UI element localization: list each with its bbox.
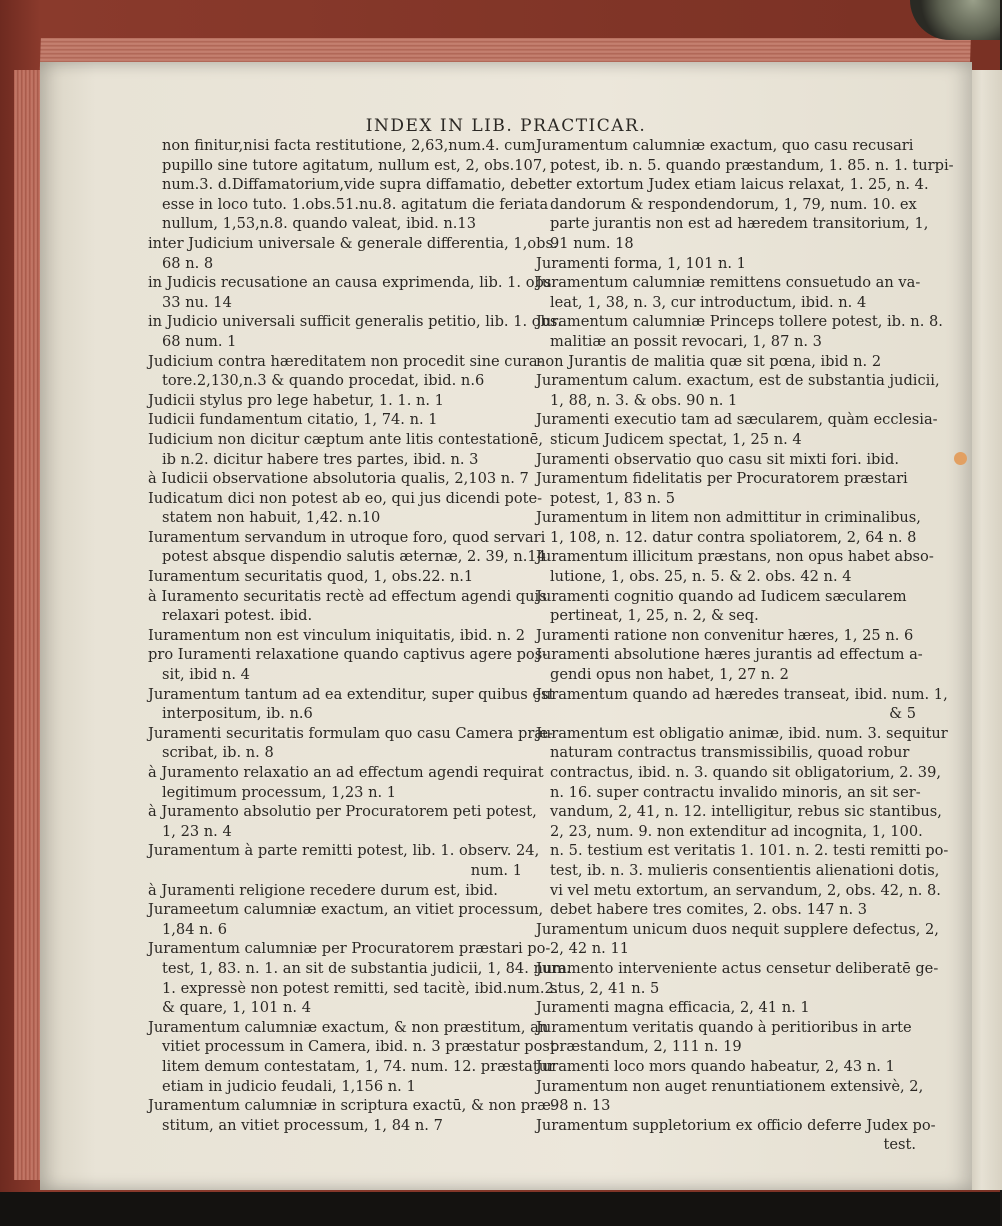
index-entry-line: Juramento interveniente actus censetur deliberatē ge-: [536, 959, 939, 977]
index-entry-line: potest, 1, 83 n. 5: [550, 489, 675, 507]
index-entry-line: Juramenti magna efficacia, 2, 41 n. 1: [536, 999, 810, 1017]
index-entry-line: Iuramentum non est vinculum iniquitatis, ibid. n. 2: [148, 626, 526, 644]
index-entry-line: Iuramentum securitatis quod, 1, obs.22. n.1: [148, 568, 474, 586]
index-entry-line: 1,84 n. 6: [162, 920, 228, 938]
index-entry-line: esse in loco tuto. 1.obs.51.nu.8. agitatum die feriata: [162, 195, 549, 213]
index-entry-line: Juramentum veritatis quando à peritioribus in arte: [536, 1018, 912, 1036]
index-entry-line: Juramentum calumniæ exactum, quo casu recusari: [536, 137, 914, 154]
index-entry-line: Juramentum in litem non admittitur in criminalibus,: [536, 509, 921, 527]
index-entry-line: Iudicatum dici non potest ab eo, qui jus dicendi pote-: [148, 489, 543, 507]
index-entry-line: pupillo sine tutore agitatum, nullum est, 2, obs.107,: [162, 156, 547, 174]
index-entry-line: stitum, an vitiet processum, 1, 84 n. 7: [162, 1116, 443, 1134]
index-entry-line: Juramenti forma, 1, 101 n. 1: [536, 254, 746, 272]
index-entry-line: sit, ibid n. 4: [162, 666, 250, 684]
index-entry-line: Juramenti absolutione hæres jurantis ad effectum a-: [536, 646, 923, 664]
index-entry-line: tore.2,130,n.3 & quando procedat, ibid. n.6: [162, 372, 485, 390]
index-entry-line: Juramentum calumniæ per Procuratorem præstari po-: [148, 940, 551, 958]
index-entry-line: lutione, 1, obs. 25, n. 5. & 2. obs. 42 n. 4: [550, 568, 852, 586]
index-entry-line: in Judicio universali sufficit generalis petitio, lib. 1. obs.: [148, 313, 563, 331]
index-entry-line: potest, ib. n. 5. quando præstandum, 1. 85. n. 1. turpi-: [550, 156, 954, 174]
page-header: INDEX IN LIB. PRACTICAR.: [365, 116, 647, 136]
index-entry-line: etiam in judicio feudali, 1,156 n. 1: [162, 1077, 416, 1095]
index-entry-line: à Iudicii observatione absolutoria qualis, 2,103 n. 7: [148, 470, 529, 488]
index-entry-line: ter extortum Judex etiam laicus relaxat, 1. 25, n. 4.: [550, 176, 929, 194]
index-entry-line: Juramenti securitatis formulam quo casu Camera præ-: [148, 724, 553, 742]
index-entry-line: Juramentum illicitum præstans, non opus habet abso-: [536, 548, 934, 566]
index-entry-line: Juramentum unicum duos nequit supplere defectus, 2,: [536, 920, 939, 938]
book-page: [40, 62, 972, 1190]
index-entry-line: Juramenti executio tam ad sæcularem, quàm ecclesia-: [536, 411, 938, 429]
index-entry-line: potest absque dispendio salutis æternæ, 2. 39, n.14: [162, 548, 547, 566]
index-entry-line: Juramentum fidelitatis per Procuratorem præstari: [536, 470, 908, 488]
index-entry-line: Juramentum calumniæ in scriptura exactū, & non præ-: [148, 1097, 556, 1115]
index-entry-line: 2, 42 n. 11: [550, 940, 630, 958]
paper-stain: [954, 452, 967, 465]
index-column-left: [148, 136, 571, 1135]
index-entry-line: Juramenti ratione non convenitur hæres, 1, 25 n. 6: [536, 626, 914, 644]
index-entry-line: num. 1: [470, 861, 522, 879]
index-entry-line: contractus, ibid. n. 3. quando sit obligatorium, 2. 39,: [550, 764, 941, 781]
index-entry-line: 2, 23, num. 9. non extenditur ad incognita, 1, 100.: [550, 822, 923, 840]
index-entry-line: statem non habuit, 1,42. n.10: [162, 509, 381, 527]
index-entry-line: 68 n. 8: [162, 254, 214, 272]
index-entry-line: Juramentum suppletorium ex officio deferre Judex po-: [536, 1116, 936, 1134]
index-entry-line: præstandum, 2, 111 n. 19: [550, 1038, 742, 1056]
index-entry-line: Juramentum tantum ad ea extenditur, super quibus est: [148, 685, 555, 703]
index-column-right: [536, 136, 954, 1155]
index-entry-line: Iudicii fundamentum citatio, 1, 74. n. 1: [148, 411, 438, 429]
index-entry-line: Juramenti loco mors quando habeatur, 2, 43 n. 1: [536, 1057, 895, 1075]
index-entry-line: stus, 2, 41 n. 5: [550, 979, 660, 997]
index-entry-line: Juramentum non auget renuntiationem extensivè, 2,: [536, 1077, 924, 1095]
index-entry-line: 33 nu. 14: [162, 293, 232, 311]
index-entry-line: Juramentum calumniæ Princeps tollere potest, ib. n. 8.: [536, 313, 943, 331]
index-entry-line: 1. expressè non potest remitti, sed tacitè, ibid.num.2.: [162, 979, 559, 997]
index-entry-line: dandorum & respondendorum, 1, 79, num. 10. ex: [550, 195, 917, 213]
index-entry-line: 1, 23 n. 4: [162, 822, 232, 840]
index-entry-line: 98 n. 13: [550, 1097, 611, 1115]
index-entry-line: Judicium contra hæreditatem non procedit sine cura-: [148, 352, 543, 370]
index-entry-line: naturam contractus transmissibilis, quoad robur: [550, 744, 910, 762]
index-entry-line: 1, 88, n. 3. & obs. 90 n. 1: [550, 391, 738, 409]
index-entry-line: n. 16. super contractu invalido minoris, an sit ser-: [550, 783, 921, 801]
index-entry-line: relaxari potest. ibid.: [162, 607, 313, 625]
index-entry-line: sticum Judicem spectat, 1, 25 n. 4: [550, 430, 802, 448]
index-entry-line: Juramentum calum. exactum, est de substantia judicii,: [536, 372, 940, 390]
index-entry-line: vitiet processum in Camera, ibid. n. 3 præstatur post: [162, 1038, 556, 1056]
index-entry-line: parte jurantis non est ad hæredem transitorium, 1,: [550, 215, 929, 233]
index-entry-line: nullum, 1,53,n.8. quando valeat, ibid. n.13: [162, 215, 476, 233]
index-entry-line: scribat, ib. n. 8: [162, 744, 274, 762]
index-entry-line: Juramentum calumniæ exactum, & non præstitum, an: [148, 1018, 549, 1036]
index-entry-line: test, ib. n. 3. mulieris consentientis alienationi dotis,: [550, 861, 940, 879]
index-entry-line: Iuramentum servandum in utroque foro, quod servari: [148, 528, 546, 546]
index-entry-line: pro Iuramenti relaxatione quando captivus agere pos-: [148, 646, 548, 664]
index-entry-line: Juramentum à parte remitti potest, lib. 1. observ. 24,: [148, 842, 540, 860]
index-entry-line: test.: [883, 1136, 916, 1154]
index-entry-line: à Iuramento securitatis rectè ad effectum agendi quis: [148, 587, 547, 605]
index-entry-line: gendi opus non habet, 1, 27 n. 2: [550, 666, 789, 684]
index-entry-line: non Jurantis de malitia quæ sit pœna, ibid n. 2: [536, 352, 882, 370]
index-entry-line: Iudicium non dicitur cæptum ante litis contestationē,: [148, 430, 543, 448]
index-entry-line: num.3. d.Diffamatorium,vide supra diffamatio, debet: [162, 176, 553, 194]
index-entry-line: leat, 1, 38, n. 3, cur introductum, ibid. n. 4: [550, 293, 867, 311]
index-entry-line: inter Judicium universale & generale differentia, 1,obs.: [148, 234, 558, 252]
index-entry-line: 68 num. 1: [162, 332, 237, 350]
index-entry-line: vandum, 2, 41, n. 12. intelligitur, rebus sic stantibus,: [550, 803, 942, 821]
index-entry-line: ib n.2. dicitur habere tres partes, ibid. n. 3: [162, 450, 479, 468]
index-entry-line: à Juramento relaxatio an ad effectum agendi requirat: [148, 764, 544, 781]
index-entry-line: à Juramento absolutio per Procuratorem peti potest,: [148, 803, 537, 821]
index-entry-line: Juramentum quando ad hæredes transeat, ibid. num. 1,: [536, 685, 948, 703]
index-entry-line: n. 5. testium est veritatis 1. 101. n. 2. testi remitti po-: [550, 842, 949, 860]
index-entry-line: malitiæ an possit revocari, 1, 87 n. 3: [550, 332, 822, 350]
index-entry-line: 91 num. 18: [550, 234, 634, 252]
index-entry-line: Juramentum est obligatio animæ, ibid. num. 3. sequitur: [536, 724, 948, 742]
index-entry-line: Judicii stylus pro lege habetur, 1. 1. n. 1: [148, 391, 444, 409]
index-entry-line: à Juramenti religione recedere durum est, ibid.: [148, 881, 498, 899]
index-entry-line: debet habere tres comites, 2. obs. 147 n. 3: [550, 901, 868, 919]
index-entry-line: test, 1, 83. n. 1. an sit de substantia judicii, 1, 84. num.: [162, 959, 571, 977]
index-entry-line: litem demum contestatam, 1, 74. num. 12. præstatur: [162, 1057, 556, 1075]
index-entry-line: pertineat, 1, 25, n. 2, & seq.: [550, 607, 759, 625]
index-entry-line: legitimum processum, 1,23 n. 1: [162, 783, 397, 801]
bottom-shadow: [0, 1192, 1000, 1226]
index-entry-line: Juramentum calumniæ remittens consuetudo an va-: [536, 274, 921, 292]
index-entry-line: & quare, 1, 101 n. 4: [162, 999, 311, 1017]
index-entry-line: & 5: [889, 705, 916, 723]
index-entry-line: in Judicis recusatione an causa exprimenda, lib. 1. obs.: [148, 274, 556, 292]
index-entry-line: interpositum, ib. n.6: [162, 705, 313, 723]
index-entry-line: 1, 108, n. 12. datur contra spoliatorem, 2, 64 n. 8: [550, 528, 917, 546]
index-entry-line: Jurameetum calumniæ exactum, an vitiet processum,: [148, 901, 544, 919]
index-entry-line: vi vel metu extortum, an servandum, 2, obs. 42, n. 8.: [550, 881, 941, 899]
index-entry-line: non finitur,nisi facta restitutione, 2,63,num.4. cum: [162, 137, 536, 154]
index-entry-line: Juramenti observatio quo casu sit mixti fori. ibid.: [536, 450, 900, 468]
index-entry-line: Juramenti cognitio quando ad Iudicem sæcularem: [536, 587, 907, 605]
